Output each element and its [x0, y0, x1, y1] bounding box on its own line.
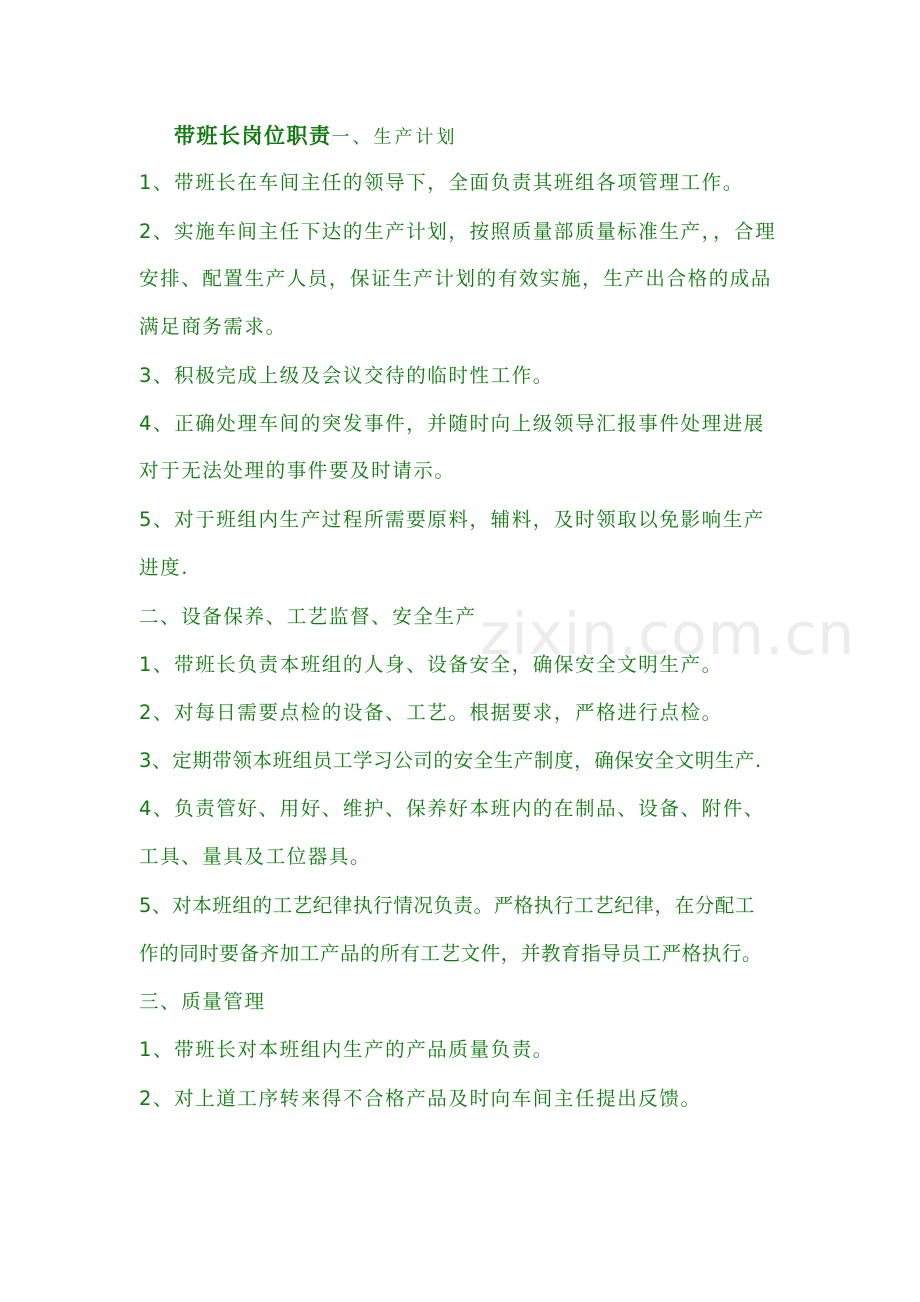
paragraph-line: 5、对于班组内生产过程所需要原料，辅料，及时领取以免影响生产	[139, 508, 765, 531]
paragraph-line: 2、对上道工序转来得不合格产品及时向车间主任提出反馈。	[139, 1087, 702, 1110]
document-title	[174, 121, 834, 153]
paragraph-line: 3、积极完成上级及会议交待的临时性工作。	[139, 364, 554, 387]
title-section-one: 一、生产计划	[331, 127, 458, 148]
paragraph-line: 1、带班长对本班组内生产的产品质量负责。	[139, 1038, 554, 1061]
paragraph-line: 进度.	[139, 556, 189, 579]
paragraph-line: 作的同时要备齐加工产品的所有工艺文件，并教育指导员工严格执行。	[139, 942, 763, 965]
paragraph-line: 3、定期带领本班组员工学习公司的安全生产制度，确保安全文明生产.	[139, 749, 762, 772]
paragraph-line: 1、带班长在车间主任的领导下，全面负责其班组各项管理工作。	[139, 171, 744, 194]
watermark-text: zixin.com.cn	[480, 600, 856, 668]
section-heading: 二、设备保养、工艺监督、安全生产	[139, 605, 477, 628]
paragraph-line: 对于无法处理的事件要及时请示。	[139, 459, 456, 482]
paragraph-line: 1、带班长负责本班组的人身、设备安全，确保安全文明生产。	[139, 653, 723, 676]
paragraph-line: 安排、配置生产人员，保证生产计划的有效实施，生产出合格的成品	[139, 267, 773, 290]
paragraph-line: 满足商务需求。	[139, 315, 287, 338]
title-heading: 带班长岗位职责	[174, 124, 332, 148]
paragraph-line: 4、正确处理车间的突发事件，并随时向上级领导汇报事件处理进展	[139, 412, 765, 435]
paragraph-line: 4、负责管好、用好、维护、保养好本班内的在制品、设备、附件、	[139, 797, 765, 820]
paragraph-line: 工具、量具及工位器具。	[139, 845, 372, 868]
paragraph-line: 2、实施车间主任下达的生产计划，按照质量部质量标准生产，，合理	[139, 220, 777, 243]
section-heading: 三、质量管理	[139, 990, 266, 1013]
paragraph-line: 2、对每日需要点检的设备、工艺。根据要求，严格进行点检。	[139, 701, 723, 724]
paragraph-line: 5、对本班组的工艺纪律执行情况负责。严格执行工艺纪律，在分配工	[139, 894, 756, 917]
